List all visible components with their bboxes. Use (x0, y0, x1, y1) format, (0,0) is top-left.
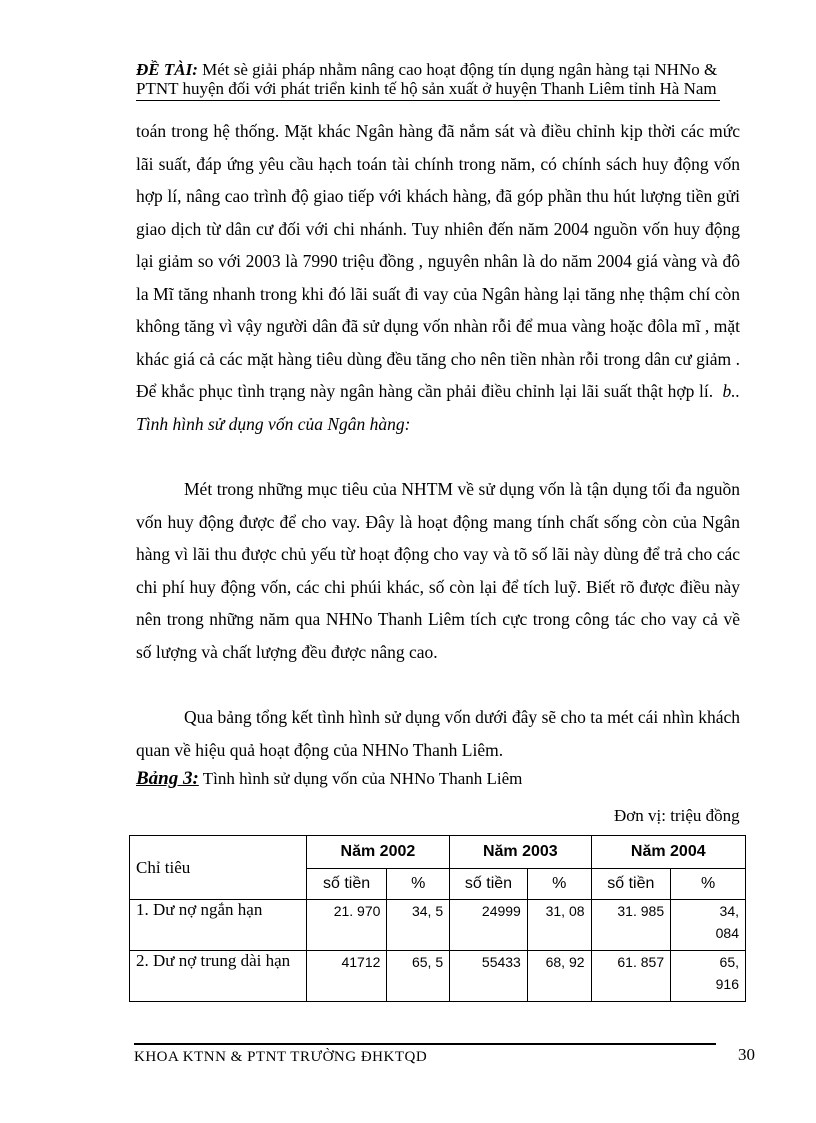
page-number: 30 (738, 1045, 755, 1064)
table-unit: Đơn vị: triệu đồng (614, 806, 740, 825)
header-indicator: Chỉ tiêu (130, 836, 307, 900)
cell-value: 65, 5 (387, 951, 450, 1002)
cell-value: 68, 92 (527, 951, 591, 1002)
row-label: 2. Dư nợ trung dài hạn (130, 951, 307, 1002)
table-caption (136, 768, 522, 790)
header-year-2003: Năm 2003 (450, 836, 591, 869)
table-row (130, 900, 746, 951)
cell-value: 21. 970 (306, 900, 387, 951)
subheader-percent: % (387, 869, 450, 900)
paragraph-2 (136, 473, 740, 668)
capital-usage-table (129, 835, 746, 1002)
header-year-2002: Năm 2002 (306, 836, 449, 869)
subheader-percent: % (527, 869, 591, 900)
cell-value: 34, 084 (671, 900, 746, 951)
cell-value: 41712 (306, 951, 387, 1002)
header-year-2004: Năm 2004 (591, 836, 745, 869)
paragraph-3 (136, 701, 740, 766)
subsection-heading: b.. Tình hình sử dụng vốn của Ngân hàng: (136, 381, 740, 434)
cell-value: 31, 08 (527, 900, 591, 951)
header-title: Mét sè giải pháp nhằm nâng cao hoạt động tín dụng ngân hàng tại NHNo & PTNT huyện đối với phát triển kinh tế hộ sản xuất ở huyện Thanh Liêm tỉnh Hà Nam (136, 60, 718, 98)
subheader-amount: số tiền (450, 869, 528, 900)
subheader-amount: số tiền (306, 869, 387, 900)
table-caption-text: Tình hình sử dụng vốn của NHNo Thanh Liêm (202, 769, 523, 788)
page-footer: KHOA KTNN & PTNT TRƯỜNG ĐHKTQD (134, 1043, 716, 1066)
cell-value: 24999 (450, 900, 528, 951)
cell-value: 61. 857 (591, 951, 671, 1002)
paragraph-1 (136, 115, 740, 440)
document-header (136, 60, 720, 101)
header-label: ĐỀ TÀI: (136, 60, 198, 79)
cell-value: 34, 5 (387, 900, 450, 951)
cell-value: 31. 985 (591, 900, 671, 951)
paragraph-2-text: Mét trong những mục tiêu của NHTM về sử dụng vốn là tận dụng tối đa nguồn vốn huy động được để cho vay. Đây là hoạt động mang tính chất sống còn của Ngân hàng vì lãi thu được chủ yếu từ hoạt động cho vay và tõ số lãi này dùng để trả cho các chi phí huy động vốn, các chi phúi khác, số còn lại để tích luỹ. Biết rõ được điều này nên trong những năm qua NHNo Thanh Liêm tích cực trong công tác cho vay cả về số lượng và chất lượng đều được nâng cao. (136, 479, 740, 662)
table-caption-label: Bảng 3: (136, 768, 199, 789)
row-label: 1. Dư nợ ngắn hạn (130, 900, 307, 951)
paragraph-3-text: Qua bảng tổng kết tình hình sử dụng vốn dưới đây sẽ cho ta mét cái nhìn khách quan về hiệu quả hoạt động của NHNo Thanh Liêm. (136, 707, 740, 760)
subheader-amount: số tiền (591, 869, 671, 900)
table-row (130, 951, 746, 1002)
subheader-percent: % (671, 869, 746, 900)
cell-value: 65, 916 (671, 951, 746, 1002)
paragraph-1-text: toán trong hệ thống. Mặt khác Ngân hàng đã nắm sát và điều chỉnh kịp thời các mức lãi suất, đáp ứng yêu cầu hạch toán tài chính trong năm, có chính sách huy động vốn hợp lí, nâng cao trình độ giao tiếp với khách hàng, đã góp phần thu hút lượng tiền gửi giao dịch từ dân cư đối với chi nhánh. Tuy nhiên đến năm 2004 nguồn vốn huy động lại giảm so với 2003 là 7990 triệu đồng , nguyên nhân là do năm 2004 giá vàng và đô la Mĩ tăng nhanh trong khi đó lãi suất đi vay của Ngân hàng lại tăng nhẹ thậm chí còn không tăng vì vậy người dân đã sử dụng vốn nhàn rỗi để mua vàng hoặc đôla mĩ , mặt khác giá cả các mặt hàng tiêu dùng đều tăng cho nên tiền nhàn rỗi trong dân cư giảm . Để khắc phục tình trạng này ngân hàng cần phải điều chỉnh lại lãi suất thật hợp lí. (136, 121, 740, 401)
cell-value: 55433 (450, 951, 528, 1002)
